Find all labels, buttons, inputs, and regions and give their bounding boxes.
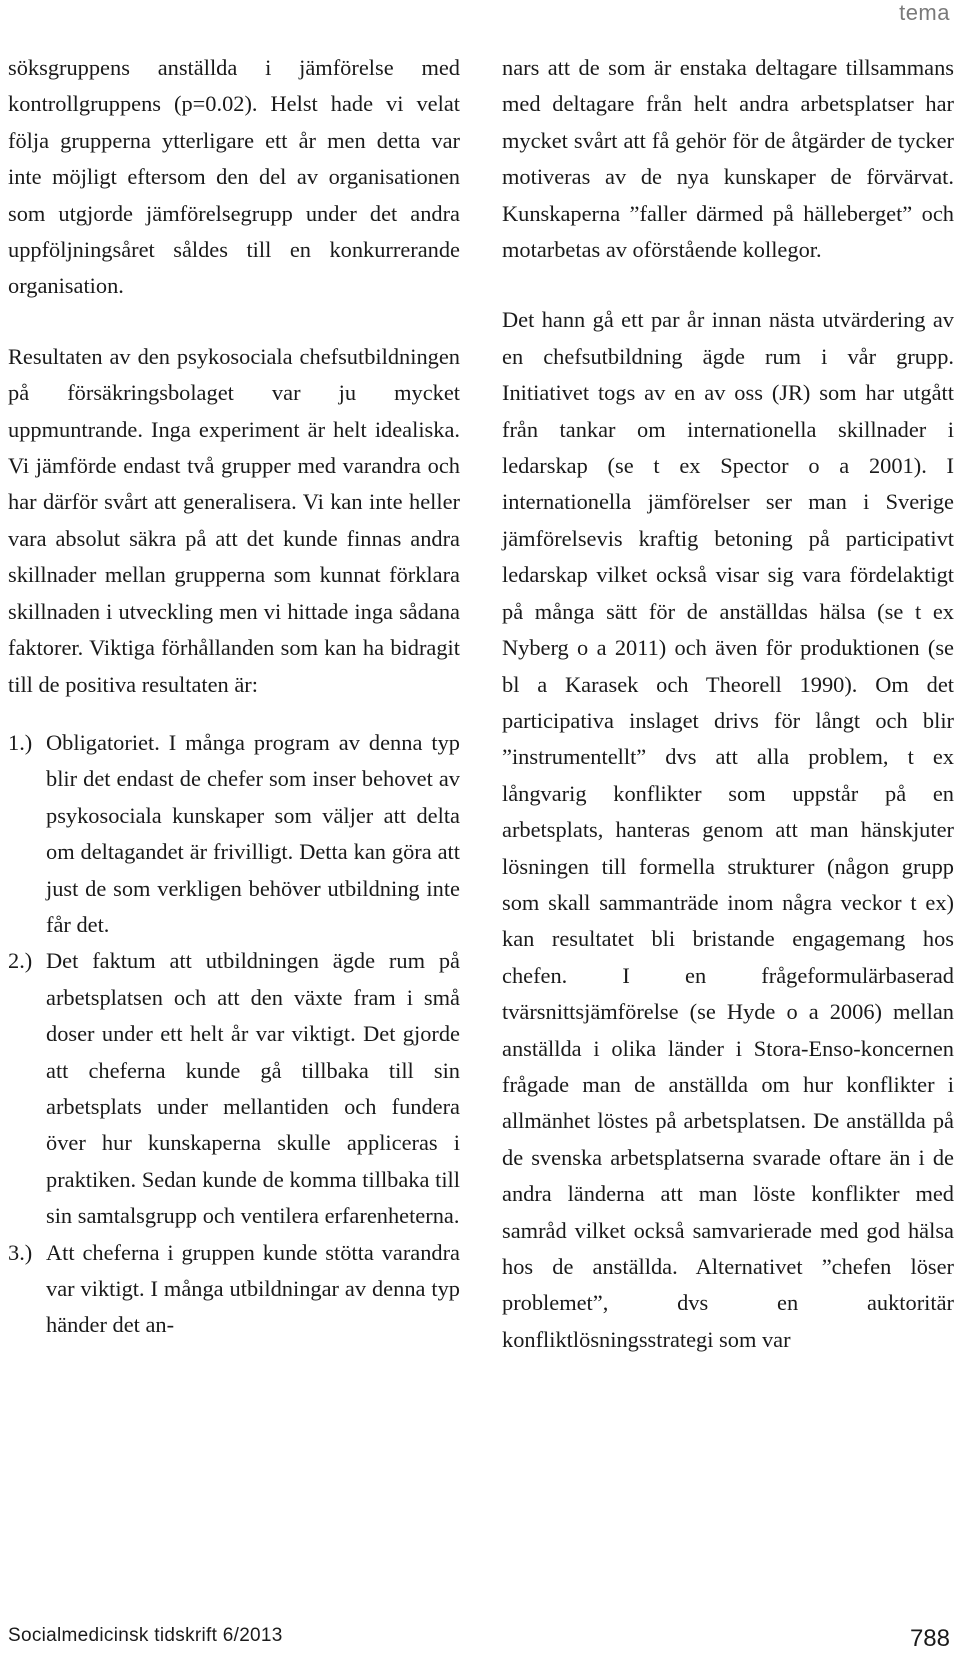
list-text: Det faktum att utbildningen ägde rum på arbetsplatsen och att den växte fram i små doser under ett helt år var viktigt. Det gjorde att cheferna kunde gå tillbaka till sin arbetsplats under mellantiden och fundera över hur kunskaperna skulle appliceras i praktiken. Sedan kunde de komma tillbaka till sin samtalsgrupp och ventilera erfarenheterna. xyxy=(46,948,460,1229)
paragraph: söksgruppens anställda i jämförelse med kontrollgruppens (p=0.02). Helst hade vi velat följa grupperna ytterligare ett år men detta var inte möjligt eftersom den del av organisationen som utgjorde jämförelsegrupp under det andra uppföljningsåret såldes till en konkurrerande organisation. xyxy=(8,55,460,299)
paragraph: Det hann gå ett par år innan nästa utvärdering av en chefsutbildning ägde rum i vår grupp. Initiativet togs av en av oss (JR) som har utgått från tankar om internationella skillnader i ledarskap (se t ex Spector o a 2001). I internationella jämförelser ser man i Sverige jämförelsevis kraftig betoning på participativt ledarskap vilket också visar sig vara fördelaktigt på många sätt för de anställdas hälsa (se t ex Nyberg o a 2011) och även för produktionen (se bl a Karasek och Theorell 1990). Om det participativa inslaget drivs för långt och blir ”instrumentellt” dvs att alla problem, t ex långvarig konflikter som uppstår på en arbetsplats, hanteras genom att man hänskjuter lösningen till formella strukturer (någon grupp som skall sammanträde inom några veckor t ex) kan resultatet bli bristande engagemang hos chefen. I en frågeformulärbaserad tvärsnittsjämförelse (se Hyde o a 2006) mellan anställda i olika länder i Stora-Enso-koncernen frågade man de anställda om hur konflikter i allmänhet löstes på arbetsplatsen. De anställda på de svenska arbetsplatserna svarade oftare än i de andra länderna att man löste konflikter med samråd vilket också samvarierade med god hälsa hos de anställda. Alternativet ”chefen löser problemet”, dvs en auktoritär konfliktlösningsstrategi som var xyxy=(502,307,954,1352)
list-text: Obligatoriet. I många program av denna typ blir det endast de chefer som inser behovet av psykosociala kunskaper som väljer att delta om deltagandet är frivilligt. Detta kan göra att just de som verkligen behöver utbildning inte får det. xyxy=(46,729,460,937)
journal-name: Socialmedicinsk tidskrift 6/2013 xyxy=(8,1625,283,1646)
list-item xyxy=(8,943,460,1234)
right-column xyxy=(502,50,954,1358)
numbered-list xyxy=(8,725,460,1344)
paragraph: Resultaten av den psykosociala chefsutbildningen på försäkringsbolaget var ju mycket uppmuntrande. Inga experiment är helt idealiska. Vi jämförde endast två grupper med varandra och har därför svårt att generalisera. Vi kan inte heller vara absolut säkra på att det kunde finnas andra skillnader mellan grupperna som kunnat förklara skillnaden i utveckling men vi hittade inga sådana faktorer. Viktiga förhållanden som kan ha bidragit till de positiva resultaten är: xyxy=(8,343,460,697)
page-number: 788 xyxy=(909,1625,950,1652)
left-column xyxy=(8,50,460,1344)
paragraph: nars att de som är enstaka deltagare tillsammans med deltagare från helt andra arbetsplatser har mycket svårt att få gehör för de åtgärder de tycker motiveras av de nya kunskaper de förvärvat. Kunskaperna ”faller därmed på hälleberget” och motarbetas av oförstående kollegor. xyxy=(502,55,954,263)
list-number: 3.) xyxy=(8,1239,33,1265)
list-text: Att cheferna i gruppen kunde stötta varandra var viktigt. I många utbildningar av denna typ händer det an- xyxy=(46,1239,460,1338)
list-item xyxy=(8,1235,460,1344)
section-tag: tema xyxy=(899,0,950,25)
list-item xyxy=(8,725,460,943)
list-number: 1.) xyxy=(8,729,33,755)
list-number: 2.) xyxy=(8,948,33,974)
